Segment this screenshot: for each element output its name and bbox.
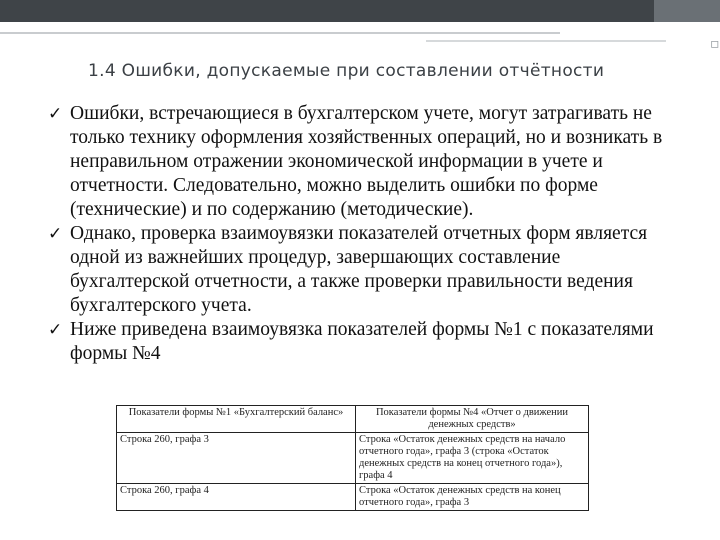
table-cell: Строка «Остаток денежных средств на конец отчетного года», графа 3 (356, 484, 589, 511)
column-header: Показатели формы №4 «Отчет о движении денежных средств» (356, 406, 589, 433)
checkmark-icon: ✓ (48, 224, 63, 244)
top-decorative-bar (0, 0, 720, 22)
bullet-text: Ошибки, встречающиеся в бухгалтерском учете, могут затрагивать не только технику оформления хозяйственных операций, но и возникать в неправильном отражении экономической информации в учете и отчетности. Следовательно, можно выделить ошибки по форме (технические) и по содержанию (методические). (70, 103, 663, 220)
accent-line-secondary (426, 40, 666, 42)
bullet-text: Однако, проверка взаимоувязки показателей отчетных форм является одной из важнейших процедур, завершающих составление бухгалтерской отчетности, а также проверки правильности ведения бухгалтерского учета. (70, 223, 648, 316)
bullet-item (48, 318, 678, 366)
table-cell: Строка 260, графа 3 (117, 433, 356, 484)
table-cell: Строка 260, графа 4 (117, 484, 356, 511)
checkmark-icon: ✓ (48, 320, 63, 340)
table-cell: Строка «Остаток денежных средств на начало отчетного года», графа 3 (строка «Остаток денежных средств на конец отчетного года»), графа 4 (356, 433, 589, 484)
table-header-row (117, 406, 589, 433)
checkmark-icon: ✓ (48, 104, 63, 124)
top-accent-block (654, 0, 720, 22)
table-row (117, 433, 589, 484)
bullet-list (48, 102, 678, 366)
column-header: Показатели формы №1 «Бухгалтерский баланс» (117, 406, 356, 433)
table-row (117, 484, 589, 511)
bullet-item (48, 222, 678, 318)
bullet-text: Ниже приведена взаимоувязка показателей формы №1 с показателями формы №4 (70, 319, 654, 364)
bullet-item (48, 102, 678, 222)
accent-line (0, 32, 560, 34)
indicator-mapping-table (116, 405, 589, 511)
slide-title: 1.4 Ошибки, допускаемые при составлении отчётности (88, 61, 605, 81)
corner-square-icon: ▫ (710, 36, 720, 52)
